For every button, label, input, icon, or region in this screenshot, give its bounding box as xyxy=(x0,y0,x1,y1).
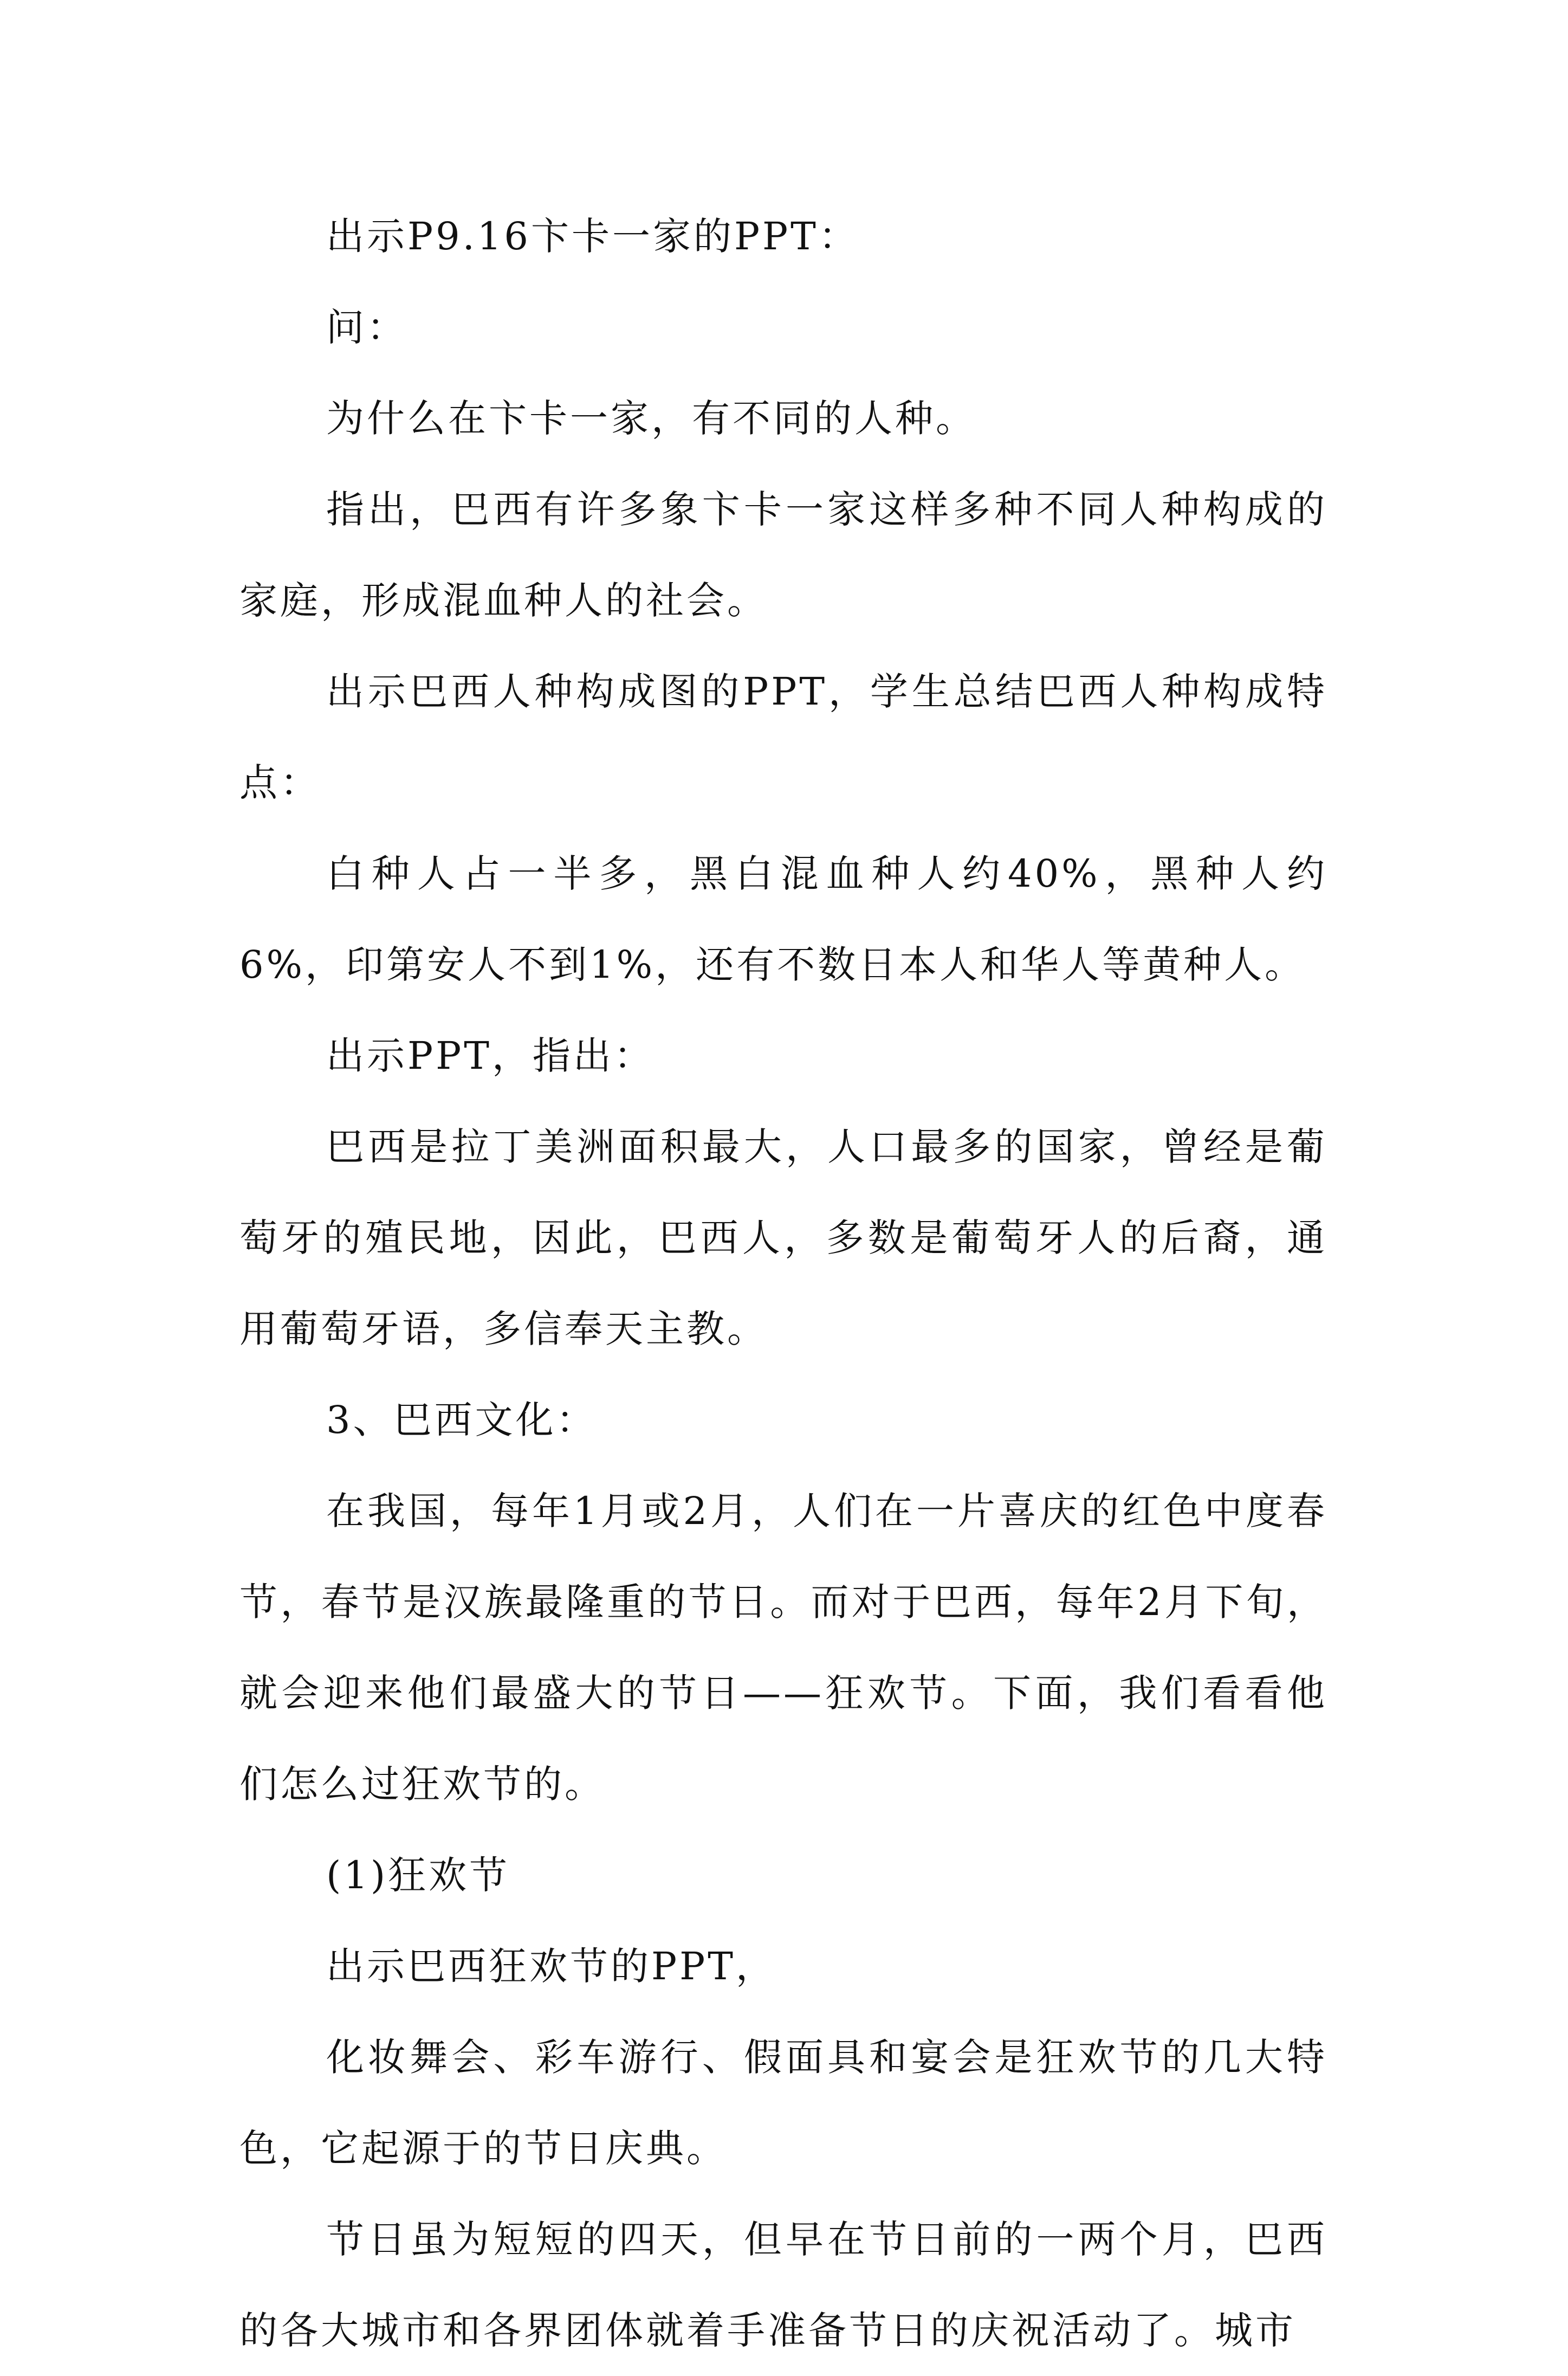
paragraph-10: 在我国，每年1月或2月，人们在一片喜庆的红色中度春节，春节是汉族最隆重的节日。而对于巴西，每年2月下旬，就会迎来他们最盛大的节日——狂欢节。下面，我们看看他们怎么过狂欢节的。 xyxy=(239,1489,1327,1806)
paragraph-13: 化妆舞会、彩车游行、假面具和宴会是狂欢节的几大特色，它起源于的节日庆典。 xyxy=(239,2035,1327,2171)
paragraph-14: 节日虽为短短的四天，但早在节日前的一两个月，巴西的各大城市和各界团体就着手准备节日的庆祝活动了。城市 xyxy=(239,2217,1327,2353)
paragraph-11: (1)狂欢节 xyxy=(326,1853,510,1897)
paragraph-8: 巴西是拉丁美洲面积最大，人口最多的国家，曾经是葡萄牙的殖民地，因此，巴西人，多数是葡萄牙人的后裔，通用葡萄牙语，多信奉天主教。 xyxy=(239,1125,1327,1351)
paragraph-9: 3、巴西文化： xyxy=(326,1398,597,1442)
paragraph-2: 问： xyxy=(326,305,407,350)
paragraph-7: 出示PPT，指出： xyxy=(326,1034,655,1078)
paragraph-5: 出示巴西人种构成图的PPT，学生总结巴西人种构成特点： xyxy=(239,669,1327,805)
paragraph-4: 指出，巴西有许多象卞卡一家这样多种不同人种构成的家庭，形成混血种人的社会。 xyxy=(239,487,1327,623)
paragraph-1: 出示P9.16卞卡一家的PPT： xyxy=(326,214,859,259)
paragraph-3: 为什么在卞卡一家，有不同的人种。 xyxy=(326,396,976,441)
paragraph-6: 白种人占一半多，黑白混血种人约40%，黑种人约6%，印第安人不到1%，还有不数日本人和华人等黄种人。 xyxy=(239,851,1327,987)
paragraph-12: 出示巴西狂欢节的PPT， xyxy=(326,1944,776,1988)
